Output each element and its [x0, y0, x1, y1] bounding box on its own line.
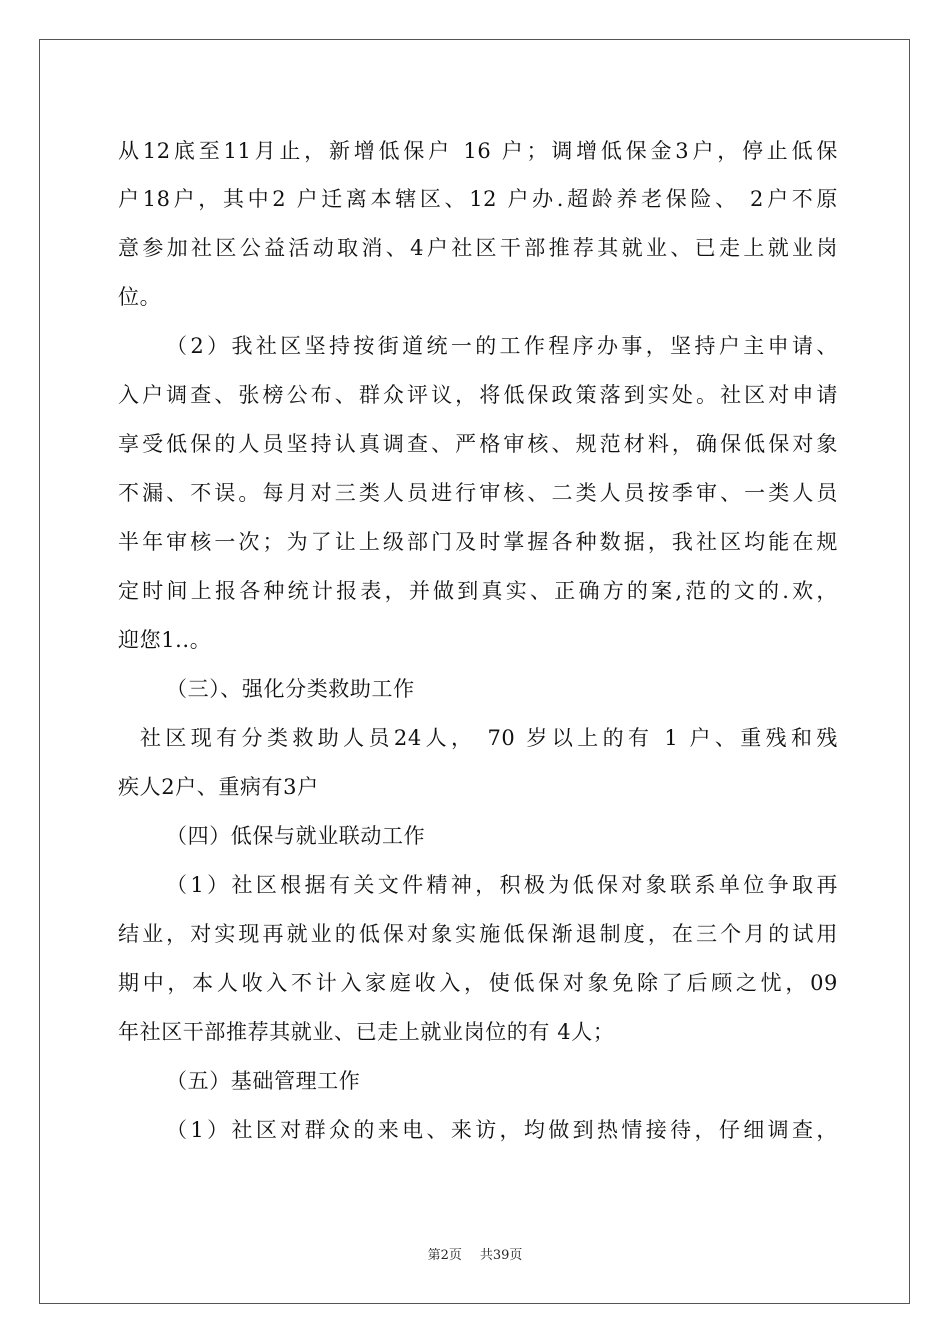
text-line: 不漏、不误。每月对三类人员进行审核、二类人员按季审、一类人员 — [118, 481, 838, 505]
text-line: 从12底至11月止，新增低保户 16 户；调增低保金3户，停止低保 — [118, 139, 838, 163]
text-line: 疾人2户、重病有3户 — [118, 775, 319, 799]
text-line: 享受低保的人员坚持认真调查、严格审核、规范材料，确保低保对象 — [118, 432, 838, 456]
page-total: 共39页 — [479, 1248, 523, 1263]
text-line: 位。 — [118, 285, 162, 309]
section-heading: （三）、强化分类救助工作 — [166, 677, 415, 701]
page-border — [39, 39, 910, 1304]
page-number: 第2页 — [427, 1248, 462, 1263]
text-line: 入户调查、张榜公布、群众评议，将低保政策落到实处。社区对申请 — [118, 383, 838, 407]
text-line: 定时间上报各种统计报表，并做到真实、正确方的案,范的文的.欢， — [118, 579, 838, 603]
page-footer — [0, 1248, 950, 1264]
text-line: 半年审核一次；为了让上级部门及时掌握各种数据，我社区均能在规 — [118, 530, 838, 554]
text-line: （2）我社区坚持按街道统一的工作程序办事，坚持户主申请、 — [166, 334, 838, 358]
text-line: 结业，对实现再就业的低保对象实施低保渐退制度，在三个月的试用 — [118, 922, 838, 946]
text-line: 年社区干部推荐其就业、已走上就业岗位的有 4人； — [118, 1020, 615, 1044]
text-line: （1）社区根据有关文件精神，积极为低保对象联系单位争取再 — [166, 873, 838, 897]
text-line: 意参加社区公益活动取消、4户社区干部推荐其就业、已走上就业岗 — [118, 236, 838, 260]
section-heading: （四）低保与就业联动工作 — [166, 824, 426, 848]
text-line: 期中，本人收入不计入家庭收入，使低保对象免除了后顾之忧，09 — [118, 971, 838, 995]
text-line: 迎您1..。 — [118, 628, 212, 652]
text-line: 社区现有分类救助人员24人， 70 岁以上的有 1 户、重残和残 — [140, 726, 838, 750]
text-line: （1）社区对群众的来电、来访，均做到热情接待，仔细调查， — [166, 1118, 838, 1142]
section-heading: （五）基础管理工作 — [166, 1069, 361, 1093]
text-line: 户18户，其中2 户迁离本辖区、12 户办.超龄养老保险、 2户不原 — [118, 187, 838, 211]
